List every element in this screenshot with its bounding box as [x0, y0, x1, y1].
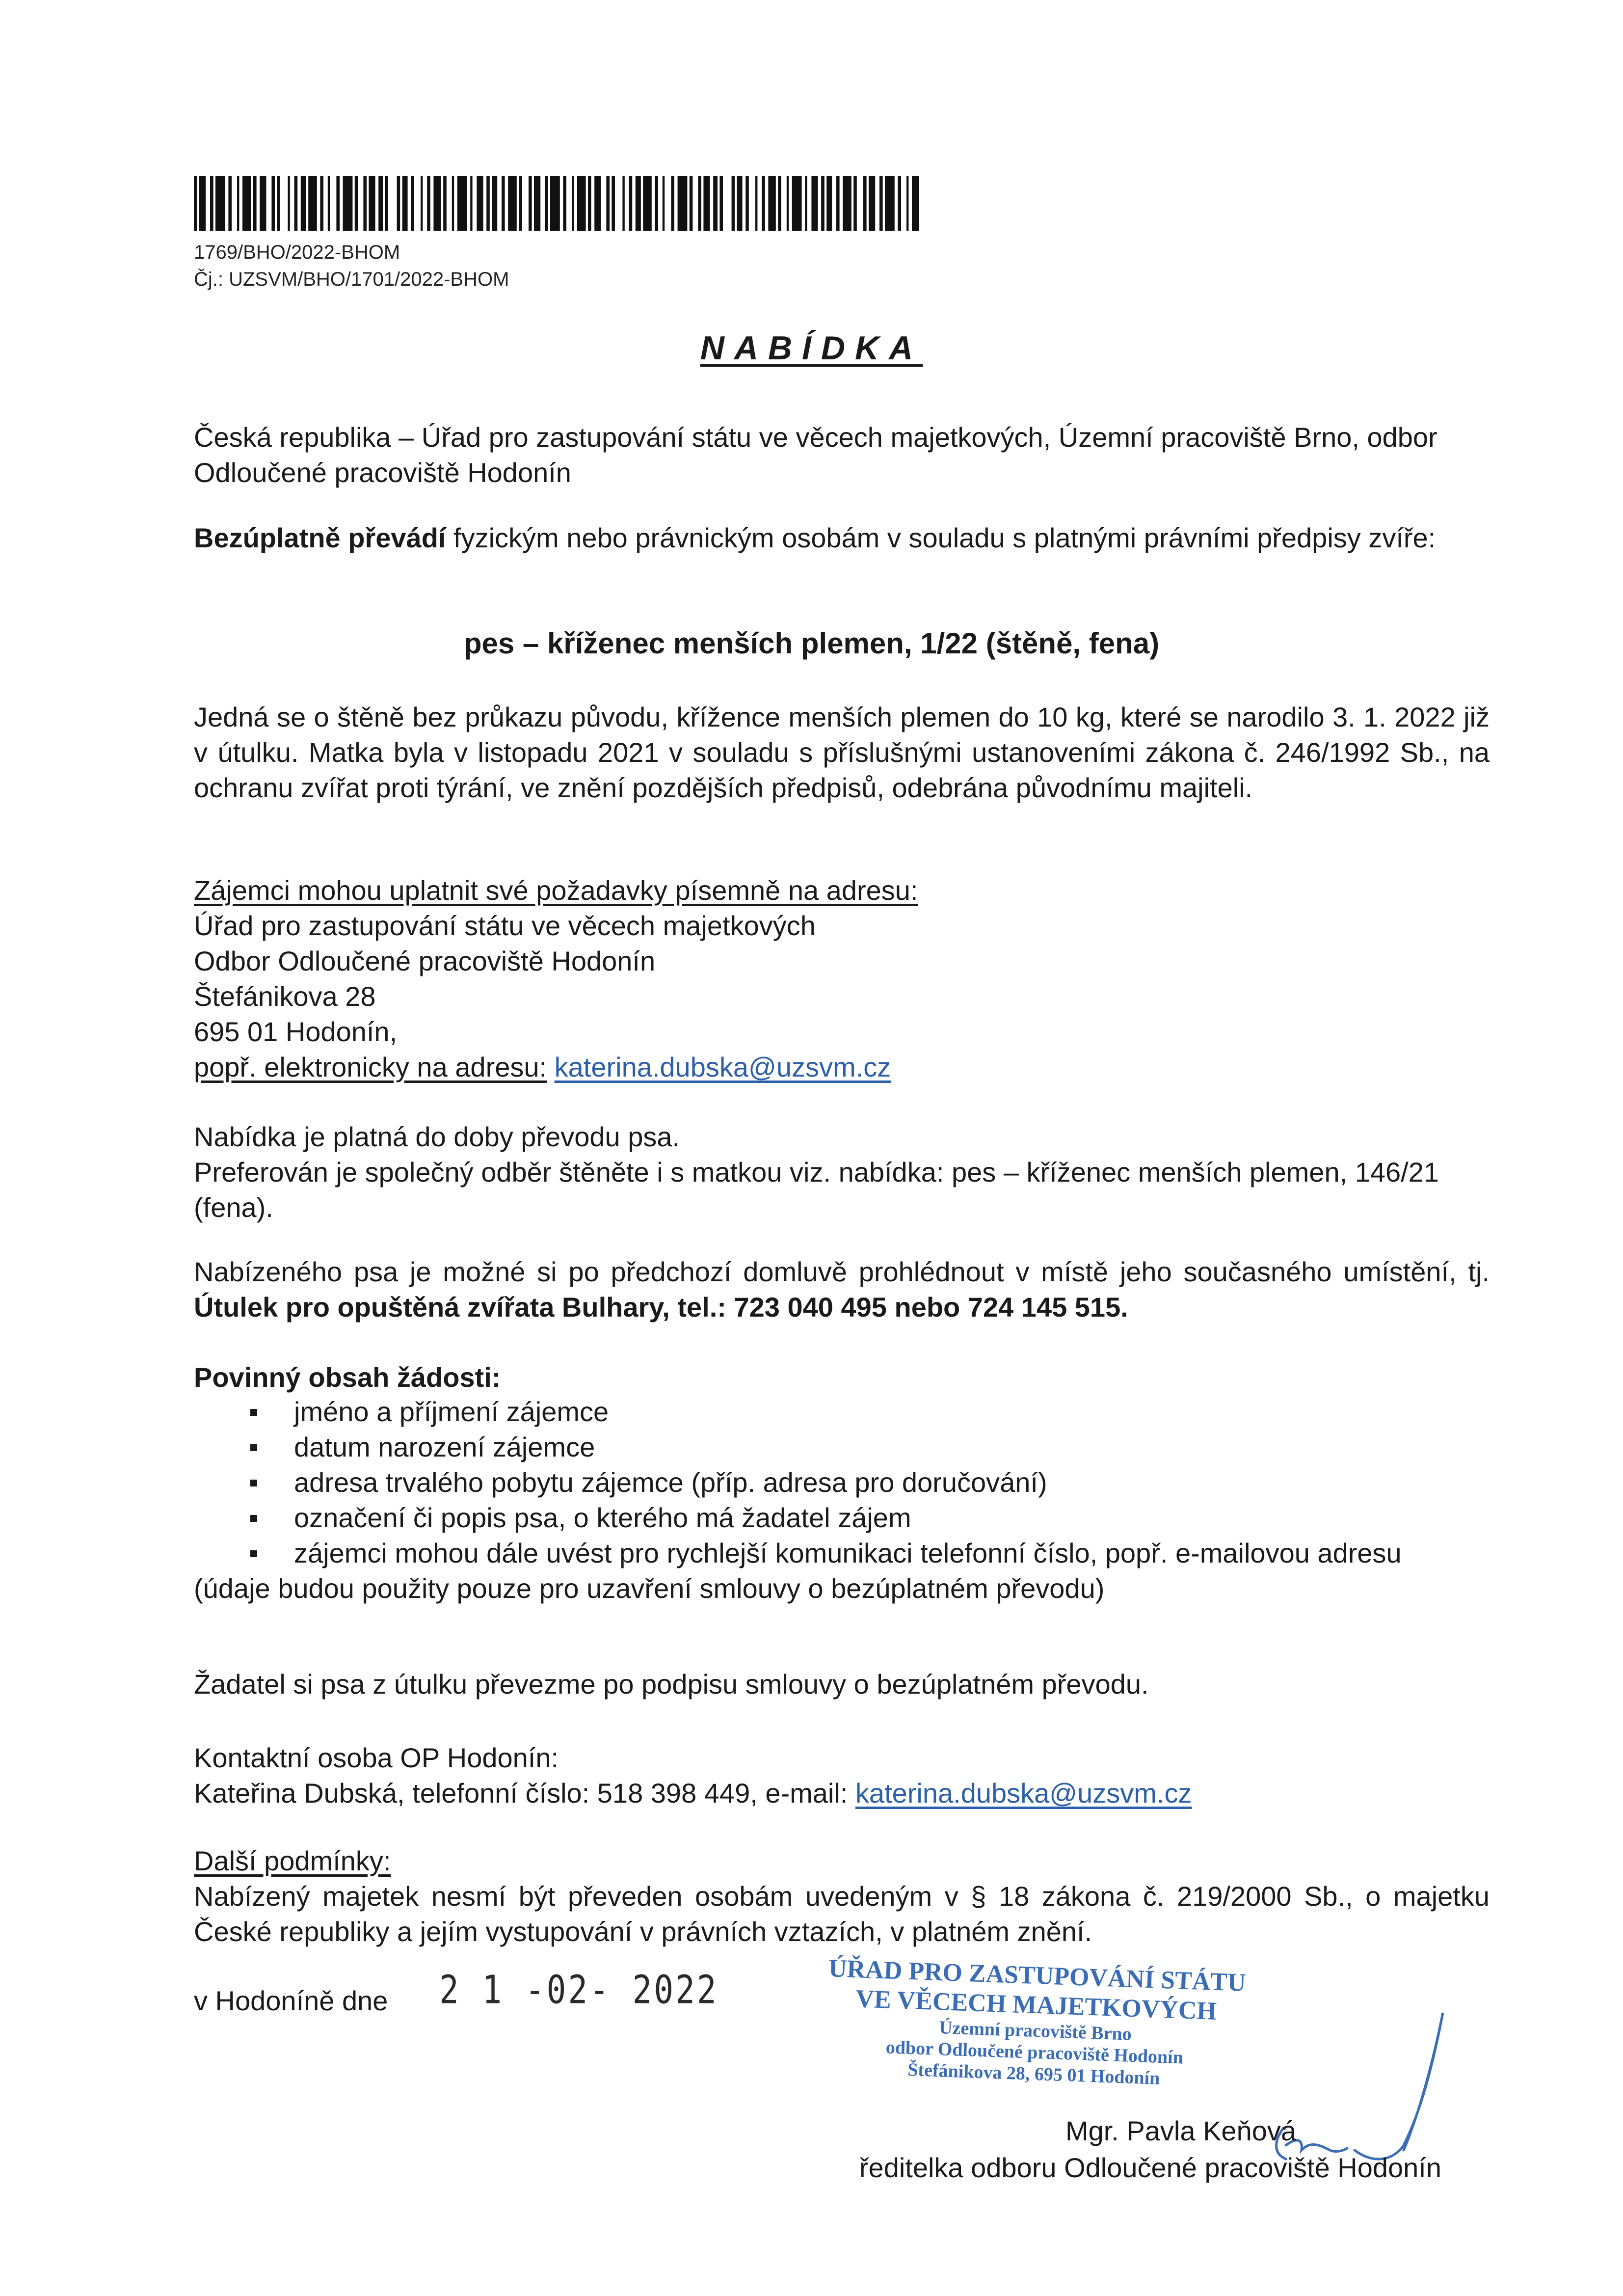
- stamp-line: odbor Odloučené pracoviště Hodonín: [885, 2037, 1184, 2068]
- barcode-bar: [320, 176, 323, 231]
- barcode-bar: [843, 176, 851, 231]
- barcode-bar: [369, 176, 375, 231]
- stamp-line: VE VĚCECH MAJETKOVÝCH: [855, 1985, 1217, 2026]
- barcode-bar: [534, 176, 540, 231]
- barcode-bar: [762, 176, 765, 231]
- barcode-bar: [719, 176, 723, 231]
- barcode-bar: [745, 176, 749, 231]
- barcode-bar: [253, 176, 257, 231]
- address-heading: Zájemci mohou uplatnit své požadavky písemně na adresu:: [194, 875, 918, 906]
- barcode-bar: [470, 176, 472, 231]
- barcode-bar: [492, 176, 497, 231]
- barcode-bar: [663, 176, 665, 231]
- conditions-block: [194, 1843, 1490, 1949]
- conditions-text: Nabízený majetek nesmí být převeden osobám uvedeným v § 18 zákona č. 219/2000 Sb., o majetku České republiky a jejím vystupování v právních vztazích, v platném znění.: [194, 1881, 1490, 1947]
- electronic-label: popř. elektronicky na adresu:: [194, 1052, 547, 1082]
- requirements-list: [194, 1394, 1490, 1571]
- barcode: [194, 176, 919, 231]
- barcode-bar: [588, 176, 591, 231]
- barcode-bar: [260, 176, 266, 231]
- barcode-number: 1769/BHO/2022-BHOM: [194, 242, 400, 263]
- address-line: Odbor Odloučené pracoviště Hodonín: [194, 945, 656, 976]
- barcode-bar: [402, 176, 408, 231]
- barcode-bar: [671, 176, 674, 231]
- barcode-bar: [869, 176, 875, 231]
- contact-text: Kateřina Dubská, telefonní číslo: 518 398 449, e-mail:: [194, 1778, 855, 1809]
- contact-details: [194, 1776, 1490, 1811]
- contact-email-link[interactable]: katerina.dubska@uzsvm.cz: [855, 1778, 1192, 1809]
- barcode-bar: [508, 176, 517, 231]
- barcode-bar: [301, 176, 306, 231]
- barcode-bar: [737, 176, 743, 231]
- barcode-bar: [732, 176, 735, 231]
- barcode-bar: [550, 176, 560, 231]
- barcode-bar: [427, 176, 430, 231]
- barcode-bar: [655, 176, 658, 231]
- barcode-bar: [778, 176, 781, 231]
- barcode-bar: [853, 176, 857, 231]
- barcode-bar: [502, 176, 505, 231]
- barcode-bar: [826, 176, 832, 231]
- barcode-bar: [821, 176, 825, 231]
- barcode-bar: [443, 176, 447, 231]
- email-link[interactable]: katerina.dubska@uzsvm.cz: [554, 1052, 891, 1082]
- list-item: datum narození zájemce: [194, 1430, 1490, 1465]
- barcode-bar: [863, 176, 867, 231]
- barcode-bar: [194, 176, 197, 231]
- barcode-bar: [811, 176, 818, 231]
- barcode-bar: [606, 176, 610, 231]
- barcode-bar: [792, 176, 802, 231]
- barcode-bar: [622, 176, 624, 231]
- barcode-bar: [836, 176, 840, 231]
- barcode-bar: [906, 176, 908, 231]
- address-line: Štefánikova 28: [194, 981, 376, 1012]
- signatory-name: Mgr. Pavla Keňová: [1065, 2115, 1296, 2146]
- validity-block: [194, 1119, 1490, 1225]
- barcode-bar: [768, 176, 775, 231]
- barcode-bar: [563, 176, 566, 231]
- validity-line: Nabídka je platná do doby převodu psa.: [194, 1121, 680, 1152]
- barcode-bar: [755, 176, 757, 231]
- barcode-bar: [898, 176, 901, 231]
- barcode-bar: [636, 176, 641, 231]
- intro-bold: Bezúplatně převádí: [194, 522, 446, 553]
- validity-preference: Preferován je společný odběr štěněte i s matkou viz. nabídka: pes – kříženec menších plemen, 146/21 (fena).: [194, 1157, 1439, 1223]
- barcode-bar: [237, 176, 239, 231]
- viewing-paragraph: [194, 1254, 1490, 1325]
- contact-heading: Kontaktní osoba OP Hodonín:: [194, 1742, 559, 1773]
- address-line: Úřad pro zastupování státu ve věcech majetkových: [194, 910, 816, 941]
- barcode-bar: [215, 176, 225, 231]
- place-date-label: v Hodoníně dne: [194, 1985, 388, 2016]
- intro-text: fyzickým nebo právnickým osobám v souladu s platnými právními předpisy zvíře:: [446, 522, 1436, 553]
- list-item: jméno a příjmení zájemce: [194, 1394, 1490, 1430]
- barcode-bar: [545, 176, 548, 231]
- barcode-bar: [457, 176, 467, 231]
- barcode-bar: [612, 176, 615, 231]
- barcode-bar: [397, 176, 400, 231]
- barcode-bar: [879, 176, 883, 231]
- barcode-bar: [678, 176, 688, 231]
- barcode-bar: [433, 176, 441, 231]
- list-item: adresa trvalého pobytu zájemce (příp. adresa pro doručování): [194, 1465, 1490, 1500]
- barcode-bar: [328, 176, 330, 231]
- list-item: označení či popis psa, o kterého má žadatel zájem: [194, 1500, 1490, 1536]
- barcode-bar: [210, 176, 213, 231]
- document-title: NABÍDKA: [700, 329, 923, 367]
- electronic-address: [194, 1050, 1490, 1085]
- contact-block: [194, 1740, 1490, 1811]
- barcode-bar: [477, 176, 483, 231]
- barcode-bar: [486, 176, 490, 231]
- barcode-bar: [452, 176, 454, 231]
- barcode-bar: [703, 176, 710, 231]
- barcode-bar: [690, 176, 693, 231]
- barcode-bar: [643, 176, 652, 231]
- requirements-heading: Povinný obsah žádosti:: [194, 1362, 501, 1393]
- requirements-note: (údaje budou použity pouze pro uzavření smlouvy o bezúplatném převodu): [194, 1573, 1105, 1604]
- barcode-bar: [519, 176, 522, 231]
- barcode-bar: [698, 176, 701, 231]
- barcode-bar: [277, 176, 280, 231]
- barcode-bar: [912, 176, 919, 231]
- pickup-note: Žadatel si psa z útulku převezme po podpisu smlouvy o bezúplatném převodu.: [194, 1669, 1149, 1700]
- barcode-bar: [529, 176, 532, 231]
- barcode-bar: [199, 176, 206, 231]
- viewing-text: Nabízeného psa je možné si po předchozí domluvě prohlédnout v místě jeho současného umístění, tj.: [194, 1256, 1490, 1287]
- barcode-bar: [805, 176, 807, 231]
- barcode-bar: [713, 176, 718, 231]
- stamp-line: Štefánikova 28, 695 01 Hodonín: [907, 2059, 1161, 2089]
- barcode-bar: [343, 176, 353, 231]
- barcode-bar: [308, 176, 317, 231]
- barcode-bar: [885, 176, 895, 231]
- offer-subject: pes – kříženec menších plemen, 1/22 (štěně, fena): [463, 627, 1160, 660]
- list-item: zájemci mohou dále uvést pro rychlejší komunikaci telefonní číslo, popř. e-mailovou adresu: [194, 1536, 1490, 1571]
- barcode-bar: [411, 176, 414, 231]
- barcode-bar: [271, 176, 275, 231]
- barcode-bar: [378, 176, 383, 231]
- intro-paragraph: [194, 520, 1490, 556]
- barcode-bar: [787, 176, 789, 231]
- barcode-bar: [577, 176, 586, 231]
- sender: Česká republika – Úřad pro zastupování státu ve věcech majetkových, Územní pracoviště Brno, odbor Odloučené pracoviště Hodonín: [194, 422, 1437, 488]
- description: Jedná se o štěně bez průkazu původu, křížence menších plemen do 10 kg, které se narodilo 3. 1. 2022 již v útulku. Matka byla v listopadu 2021 v souladu s příslušnými ustanoveními zákona č. 246/1992 Sb., na ochranu zvířat proti týrání, ve znění pozdějších předpisů, odebrána původnímu majiteli.: [194, 702, 1490, 803]
- barcode-bar: [385, 176, 388, 231]
- barcode-bar: [572, 176, 574, 231]
- barcode-bar: [228, 176, 232, 231]
- reference-number: Čj.: UZSVM/BHO/1701/2022-BHOM: [194, 269, 509, 290]
- barcode-bar: [242, 176, 251, 231]
- barcode-bar: [421, 176, 423, 231]
- barcode-bar: [294, 176, 298, 231]
- shelter-contact: Útulek pro opuštěná zvířata Bulhary, tel.: 723 040 495 nebo 724 145 515.: [194, 1292, 1128, 1323]
- barcode-bar: [594, 176, 601, 231]
- conditions-heading: Další podmínky:: [194, 1845, 391, 1876]
- barcode-bar: [363, 176, 367, 231]
- official-stamp: [813, 1953, 1258, 2092]
- address-line: 695 01 Hodonín,: [194, 1016, 398, 1047]
- barcode-bar: [355, 176, 358, 231]
- date-stamp: 2 1 -02- 2022: [439, 1967, 718, 2013]
- barcode-bar: [336, 176, 340, 231]
- address-block: [194, 873, 1490, 1085]
- stamp-line: Územní pracoviště Brno: [938, 2017, 1132, 2045]
- stamp-line: ÚŘAD PRO ZASTUPOVÁNÍ STÁTU: [828, 1954, 1247, 1997]
- barcode-bar: [629, 176, 633, 231]
- signatory-position: ředitelka odboru Odloučené pracoviště Hodonín: [859, 2152, 1441, 2183]
- barcode-bar: [288, 176, 290, 231]
